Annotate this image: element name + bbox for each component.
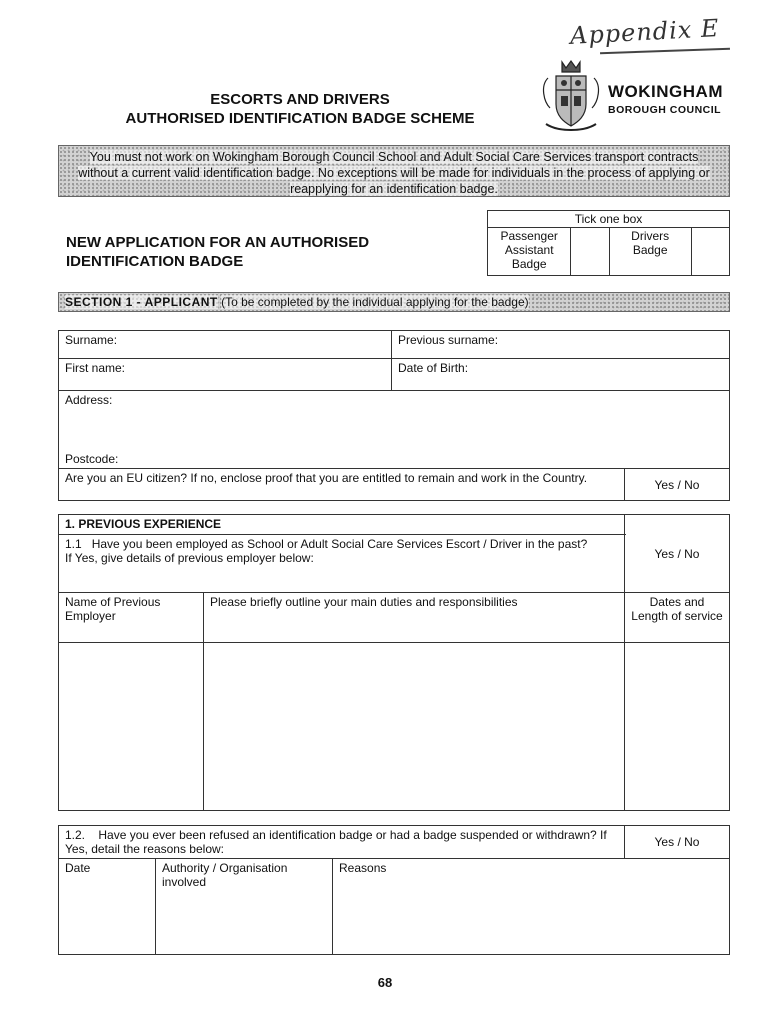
duties-input[interactable] bbox=[204, 643, 625, 811]
question-1-2 bbox=[59, 826, 625, 859]
council-name: WOKINGHAM bbox=[608, 82, 723, 101]
warning-notice bbox=[58, 145, 730, 197]
previous-experience-table bbox=[58, 514, 730, 811]
drivers-badge-checkbox[interactable] bbox=[691, 228, 729, 276]
previous-employer-input[interactable] bbox=[59, 643, 204, 811]
new-application-title-line2: IDENTIFICATION BADGE bbox=[66, 253, 244, 270]
new-application-title bbox=[66, 233, 466, 271]
passenger-assistant-badge-label: Passenger Assistant Badge bbox=[488, 228, 571, 276]
question-1-1-followup: If Yes, give details of previous employer below: bbox=[65, 551, 314, 565]
address-field[interactable] bbox=[59, 391, 730, 469]
passenger-assistant-checkbox[interactable] bbox=[571, 228, 609, 276]
address-label: Address: bbox=[65, 393, 113, 407]
section1-header bbox=[58, 292, 730, 312]
previous-employment-yes-no[interactable]: Yes / No bbox=[625, 515, 730, 593]
previous-experience-heading: 1. PREVIOUS EXPERIENCE bbox=[59, 515, 625, 535]
page-number: 68 bbox=[377, 975, 393, 990]
column-date: Date bbox=[59, 859, 156, 955]
warning-notice-text: You must not work on Wokingham Borough Council School and Adult Social Care Services transport contracts without a current valid identification badge. No exceptions will be made for individuals in the process of applying or reapplying for an identification badge. bbox=[78, 150, 710, 196]
council-crest-icon bbox=[540, 58, 602, 136]
date-of-birth-field[interactable] bbox=[392, 359, 730, 391]
dates-service-input[interactable] bbox=[625, 643, 730, 811]
refused-badge-yes-no[interactable]: Yes / No bbox=[625, 826, 730, 859]
section1-title: SECTION 1 - APPLICANT bbox=[65, 295, 218, 309]
handwritten-underline bbox=[600, 48, 730, 55]
date-of-birth-label: Date of Birth: bbox=[398, 361, 469, 375]
column-authority: Authority / Organisation involved bbox=[156, 859, 333, 955]
column-previous-employer: Name of Previous Employer bbox=[59, 593, 204, 643]
new-application-title-line1: NEW APPLICATION FOR AN AUTHORISED bbox=[66, 234, 370, 251]
column-duties: Please briefly outline your main duties and responsibilities bbox=[204, 593, 625, 643]
first-name-field[interactable] bbox=[59, 359, 392, 391]
question-1-2-number: 1.2. bbox=[65, 828, 86, 842]
first-name-label: First name: bbox=[65, 361, 126, 375]
scheme-title-line2: AUTHORISED IDENTIFICATION BADGE SCHEME bbox=[125, 110, 475, 127]
handwritten-appendix-note: Appendix E bbox=[569, 14, 721, 50]
question-1-1-number: 1.1 bbox=[65, 537, 82, 551]
previous-surname-label: Previous surname: bbox=[398, 333, 499, 347]
tick-one-box-header: Tick one box bbox=[488, 211, 730, 228]
previous-surname-field[interactable] bbox=[392, 331, 730, 359]
surname-label: Surname: bbox=[65, 333, 118, 347]
drivers-badge-label: Drivers Badge bbox=[609, 228, 691, 276]
applicant-details-table bbox=[58, 330, 730, 501]
question-1-2-text: Have you ever been refused an identification badge or had a badge suspended or withdrawn? If Yes, detail the reasons below: bbox=[65, 828, 607, 856]
postcode-label: Postcode: bbox=[65, 452, 119, 466]
surname-field[interactable] bbox=[59, 331, 392, 359]
column-dates-service: Dates and Length of service bbox=[625, 593, 730, 643]
badge-type-tick-table bbox=[487, 210, 730, 276]
eu-citizen-yes-no[interactable]: Yes / No bbox=[625, 469, 730, 501]
eu-citizen-question: Are you an EU citizen? If no, enclose proof that you are entitled to remain and work in the Country. bbox=[59, 469, 625, 501]
refused-badge-table bbox=[58, 825, 730, 955]
question-1-1 bbox=[59, 535, 625, 593]
column-reasons: Reasons bbox=[333, 859, 730, 955]
council-subname: BOROUGH COUNCIL bbox=[608, 104, 722, 116]
section1-subtitle: (To be completed by the individual applying for the badge) bbox=[221, 295, 529, 309]
question-1-1-text: Have you been employed as School or Adult Social Care Services Escort / Driver in the past? bbox=[91, 537, 588, 551]
scheme-title-line1: ESCORTS AND DRIVERS bbox=[210, 91, 390, 108]
